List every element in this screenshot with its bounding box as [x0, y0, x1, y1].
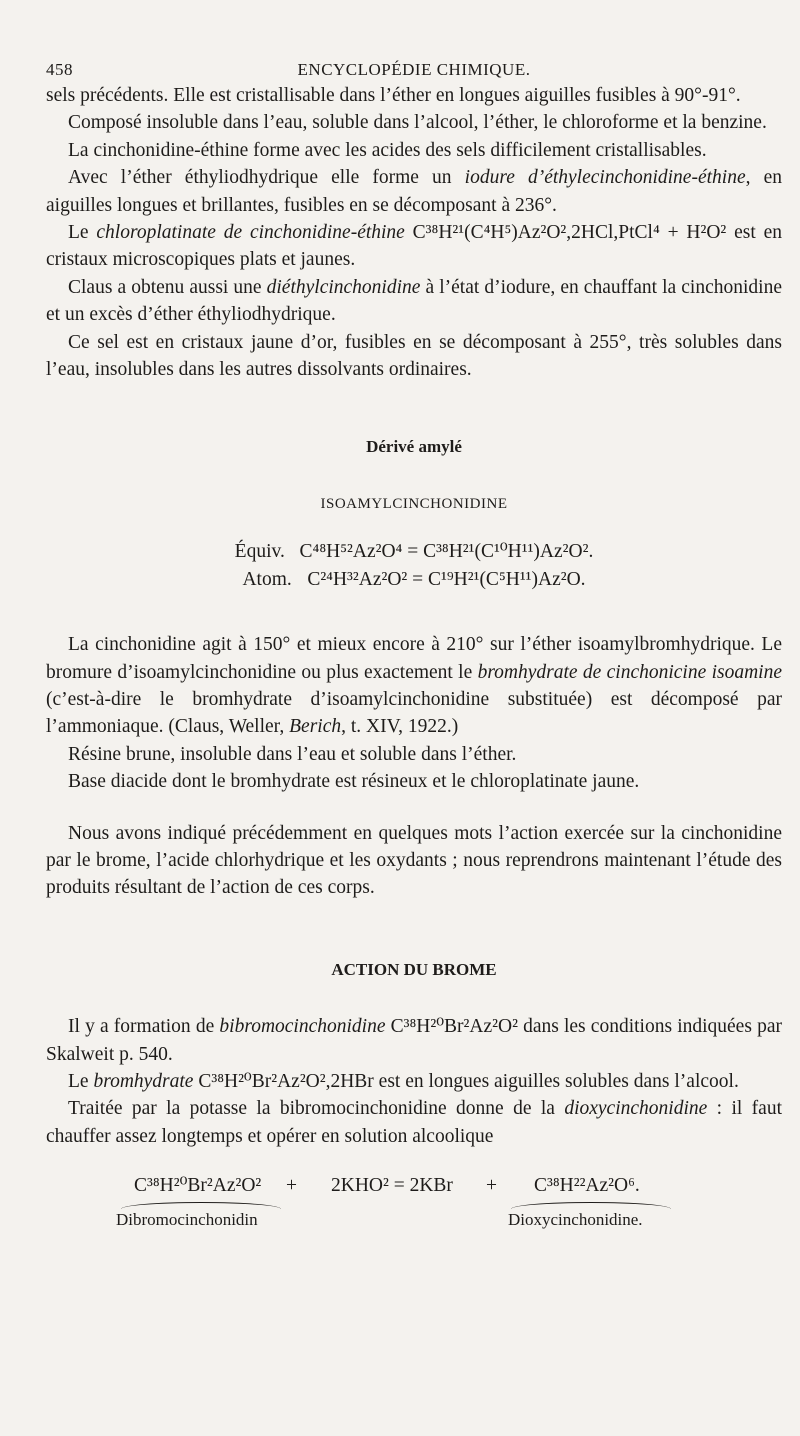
italic-journal: Berich — [289, 716, 342, 738]
page — [46, 52, 782, 1234]
spacer — [46, 1150, 782, 1172]
text: : il faut chauffer assez longtemps et opérer en solution alcoolique — [46, 1098, 782, 1147]
text: , en aiguilles longues et brillantes, fusibles en se décomposant à 236°. — [46, 167, 782, 216]
text: C³⁸H²⁰Br²Az²O²,2HBr est en longues aiguilles solubles dans l’alcool. — [193, 1070, 739, 1092]
paragraph-nous: Nous avons indiqué précédemment en quelques mots l’action exercée sur la cinchonidine par le brome, l’acide chlorhydrique et les oxydants ; nous reprendrons maintenant l’étude des produits résultant de l’action de ces corps. — [46, 822, 782, 899]
page-header — [46, 52, 782, 82]
text: Claus a obtenu aussi une — [68, 276, 267, 298]
paragraph-chloroplatinate — [46, 219, 782, 274]
paragraph-claus — [46, 274, 782, 329]
text: La cinchonidine agit à 150° et mieux encore à 210° sur l’éther isoamylbromhydrique. Le bromure d’isoamylcinchonidine ou plus exactement le — [46, 634, 782, 683]
equiv-formula-line — [46, 538, 782, 565]
formula-block — [46, 538, 782, 593]
text: à l’état d’iodure, en chauffant la cinchonidine et un excès d’éther éthyliodhydrique. — [46, 276, 782, 326]
italic-term: dioxycinchonidine — [564, 1098, 708, 1120]
spacer — [46, 461, 782, 491]
text: C³⁸H²¹(C⁴H⁵)Az²O²,2HCl,PtCl⁴ + H²O² est en cristaux microscopiques plats et jaunes. — [46, 222, 782, 271]
equiv-label: Équiv. — [234, 541, 285, 563]
section-title-amyle: Dérivé amylé — [366, 437, 462, 457]
paragraph-resine: Résine brune, insoluble dans l’eau et soluble dans l’éther. — [68, 743, 517, 765]
section-title-brome: ACTION DU BROME — [331, 959, 497, 979]
spacer — [46, 983, 782, 1013]
plus-sign: + — [486, 1175, 497, 1197]
reagent-formula: 2KHO² = 2KBr — [331, 1175, 453, 1197]
paragraph-amyle — [46, 631, 782, 741]
text: (c’est-à-dire le bromhydrate d’isoamylcinchonidine substituée) est décomposé par l’ammoniaque. (Claus, Weller, — [46, 688, 782, 738]
paragraph-bromhydrate — [46, 1068, 782, 1095]
paragraph-continuation: sels précédents. Elle est cristallisable dans l’éther en longues aiguilles fusibles à 90°-91°. — [46, 85, 741, 106]
paragraph-iodure — [46, 164, 782, 219]
running-title: ENCYCLOPÉDIE CHIMIQUE. — [297, 60, 531, 79]
reaction-equation — [46, 1172, 782, 1206]
equiv-formula: C⁴⁸H⁵²Az²O⁴ = C³⁸H²¹(C¹⁰H¹¹)Az²O². — [299, 541, 594, 563]
text: Le — [68, 222, 97, 244]
atom-label: Atom. — [242, 568, 292, 590]
spacer — [46, 796, 782, 820]
italic-term: bromhydrate de cinchonicine isoamine — [477, 661, 782, 683]
reaction-labels — [46, 1206, 782, 1234]
spacer — [46, 518, 782, 538]
product-formula: C³⁸H²²Az²O⁶. — [534, 1175, 640, 1197]
text: Traitée par la potasse la bibromocinchonidine donne de la — [68, 1098, 565, 1120]
italic-term: diéthylcinchonidine — [266, 276, 421, 298]
italic-term: iodure d’éthylecinchonidine-éthine — [464, 167, 746, 189]
compound-title: ISOAMYLCINCHONIDINE — [320, 495, 508, 512]
text: C³⁸H²⁰Br²Az²O² dans les conditions indiquées par Skalweit p. 540. — [46, 1016, 782, 1065]
paragraph-traitee — [46, 1095, 782, 1150]
text: Le — [68, 1070, 94, 1092]
italic-term: bromhydrate — [93, 1070, 194, 1092]
italic-term: bibromocinchonidine — [219, 1016, 386, 1038]
text: , t. XIV, 1922.) — [341, 716, 459, 738]
atom-formula: C²⁴H³²Az²O² = C¹⁹H²¹(C⁵H¹¹)Az²O. — [307, 568, 586, 590]
paragraph-formation — [46, 1013, 782, 1068]
paragraph-salts: La cinchonidine-éthine forme avec les acides des sels difficilement cristallisables. — [68, 139, 707, 161]
spacer — [46, 593, 782, 631]
paragraph-base: Base diacide dont le bromhydrate est résineux et le chloroplatinate jaune. — [68, 771, 640, 793]
paragraph-solubility: Composé insoluble dans l’eau, soluble dans l’alcool, l’éther, le chloroforme et la benzine. — [68, 112, 767, 134]
paragraph-sel: Ce sel est en cristaux jaune d’or, fusibles en se décomposant à 255°, très solubles dans l’eau, insolubles dans les autres dissolvants ordinaires. — [46, 331, 782, 381]
reactant-formula: C³⁸H²⁰Br²Az²O² — [134, 1175, 262, 1197]
page-number: 458 — [46, 60, 73, 79]
italic-term: chloroplatinate de cinchonidine-éthine — [96, 222, 405, 244]
product-label: Dioxycinchonidine. — [508, 1210, 643, 1230]
plus-sign: + — [286, 1175, 297, 1197]
atom-formula-line — [46, 566, 782, 593]
reactant-label: Dibromocinchonidin — [116, 1210, 258, 1230]
spacer — [46, 902, 782, 956]
text: Il y a formation de — [68, 1016, 220, 1038]
spacer — [46, 383, 782, 433]
text: Avec l’éther éthyliodhydrique elle forme un — [68, 167, 465, 189]
